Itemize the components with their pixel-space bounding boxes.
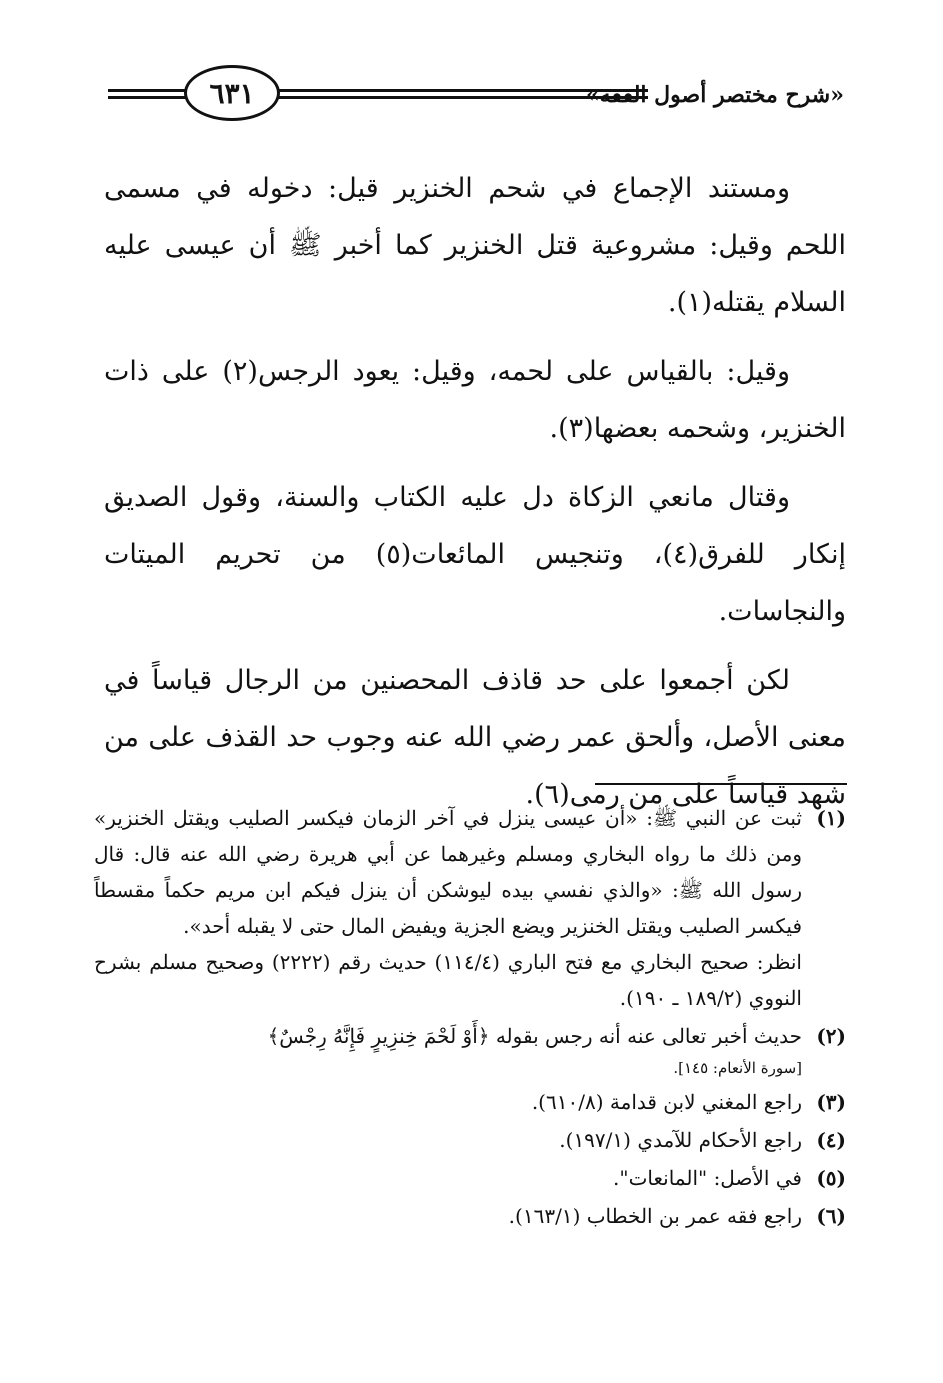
footnote-number: (٥): [816, 1166, 846, 1190]
footnote-6: [94, 1198, 846, 1234]
page-number: ٦٣١: [209, 76, 255, 110]
paragraph: لكن أجمعوا على حد قاذف المحصنين من الرجال قياساً في معنى الأصل، وألحق عمر رضي الله عنه وجوب حد القذف على من شهد قياساً على من رمى(٦).: [104, 665, 846, 810]
header-rule-left: [108, 89, 188, 99]
page-header: [108, 62, 844, 128]
footnote-number: (٢): [816, 1024, 846, 1048]
footnote-1: [94, 800, 846, 1016]
footnote-number: (٣): [816, 1090, 846, 1114]
footnote-text: ثبت عن النبي ﷺ: «أن عيسى ينزل في آخر الزمان فيكسر الصليب ويقتل الخنزير» ومن ذلك ما رواه البخاري ومسلم وغيرهما عن أبي هريرة رضي الله عنه قال: قال رسول الله ﷺ: «والذي نفسي بيده ليوشكن أن ينزل فيكم ابن مريم حكماً مقسطاً فيكسر الصليب ويقتل الخنزير ويضع الجزية ويفيض المال حتى لا يقبله أحد».: [94, 806, 802, 938]
footnotes: [94, 800, 846, 1236]
footnote-text: في الأصل: "المانعات".: [613, 1166, 802, 1190]
footnote-source: انظر: صحيح البخاري مع فتح الباري (١١٤/٤) حديث رقم (٢٢٢٢) وصحيح مسلم بشرح النووي (١٨٩/٢ ـ ١٩٠).: [94, 950, 802, 1010]
footnote-text: راجع فقه عمر بن الخطاب (١٦٣/١).: [508, 1204, 802, 1228]
footnote-5: [94, 1160, 846, 1196]
page-number-badge: [184, 65, 280, 121]
paragraph: وقيل: بالقياس على لحمه، وقيل: يعود الرجس(٢) على ذات الخنزير، وشحمه بعضها(٣).: [104, 356, 846, 444]
main-text: [104, 160, 846, 835]
footnote-number: (١): [816, 806, 846, 830]
footnote-separator: [595, 783, 847, 785]
footnote-3: [94, 1084, 846, 1120]
footnote-citation: [سورة الأنعام: ١٤٥].: [673, 1059, 802, 1077]
footnote-text: راجع المغني لابن قدامة (٦١٠/٨).: [531, 1090, 802, 1114]
footnote-2: [94, 1018, 846, 1082]
footnote-number: (٦): [816, 1204, 846, 1228]
footnote-text: حديث أخبر تعالى عنه أنه رجس بقوله ﴿أَوْ لَحْمَ خِنزِيرٍ فَإِنَّهُ رِجْسٌ﴾: [267, 1024, 802, 1048]
footnote-4: [94, 1122, 846, 1158]
paragraph: ومستند الإجماع في شحم الخنزير قيل: دخوله في مسمى اللحم وقيل: مشروعية قتل الخنزير كما أخبر ﷺ أن عيسى عليه السلام يقتله(١).: [104, 173, 846, 318]
book-title: «شرح مختصر أصول الفقه»: [585, 82, 844, 108]
footnote-number: (٤): [816, 1128, 846, 1152]
footnote-text: راجع الأحكام للآمدي (١٩٧/١).: [559, 1128, 802, 1152]
paragraph: وقتال مانعي الزكاة دل عليه الكتاب والسنة، وقول الصديق إنكار للفرق(٤)، وتنجيس المائعات(٥) من تحريم الميتات والنجاسات.: [104, 482, 846, 627]
